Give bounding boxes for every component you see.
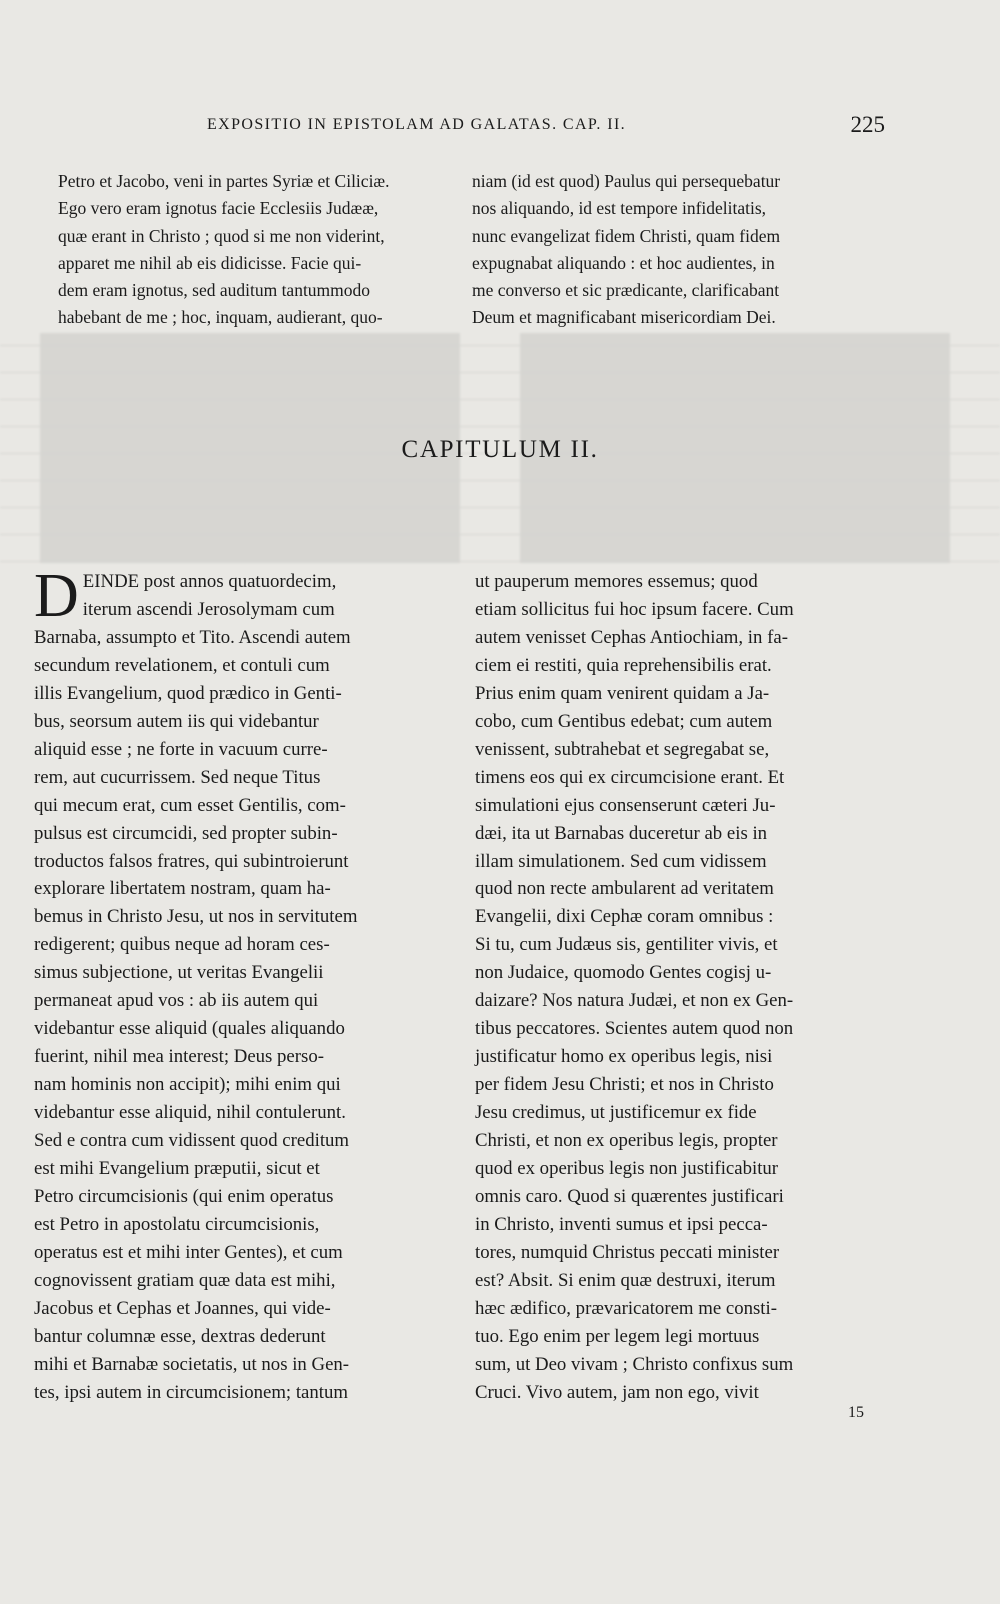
text-line: EINDE post annos quatuordecim, — [82, 571, 337, 592]
text-line: Si tu, cum Judæus sis, gentiliter vivis, et — [475, 934, 778, 956]
text-line: bus, seorsum autem iis qui videbantur — [34, 710, 319, 732]
text-line: nos aliquando, id est tempore infidelitatis, — [472, 198, 767, 219]
text-line: bemus in Christo Jesu, ut nos in servitutem — [34, 906, 358, 928]
text-line: explorare libertatem nostram, quam ha- — [34, 878, 331, 900]
main-text-right-column — [475, 568, 887, 1407]
text-line: autem venisset Cephas Antiochiam, in fa- — [475, 626, 788, 648]
text-line: simulationi ejus consenserunt cæteri Ju- — [475, 794, 776, 816]
continued-right-paragraph — [472, 168, 884, 332]
text-line: dem eram ignotus, sed auditum tantummodo — [58, 280, 371, 301]
text-line: cobo, cum Gentibus edebat; cum autem — [475, 710, 773, 732]
text-line: mihi et Barnabæ societatis, ut nos in Gen- — [34, 1353, 350, 1375]
text-line: dæi, ita ut Barnabas duceretur ab eis in — [475, 822, 768, 844]
text-line: tuo. Ego enim per legem legi mortuus — [475, 1325, 760, 1347]
text-line: me converso et sic prædicante, clarificabant — [472, 280, 780, 301]
continued-text-right-column — [472, 168, 884, 332]
text-line: Prius enim quam venirent quidam a Ja- — [475, 682, 770, 704]
text-line: videbantur esse aliquid, nihil contulerunt. — [34, 1102, 346, 1124]
text-line: tores, numquid Christus peccati minister — [475, 1241, 780, 1263]
text-line: fuerint, nihil mea interest; Deus perso- — [34, 1046, 324, 1068]
page-number: 225 — [850, 112, 885, 137]
text-line: permaneat apud vos : ab iis autem qui — [34, 990, 319, 1012]
text-line: pulsus est circumcidi, sed propter subin- — [34, 822, 338, 844]
main-left-paragraph — [34, 562, 444, 1407]
text-line: per fidem Jesu Christi; et nos in Christo — [475, 1074, 774, 1096]
text-line: venissent, subtrahebat et segregabat se, — [475, 738, 770, 760]
main-text-left-column — [34, 562, 444, 1407]
text-line: sum, ut Deo vivam ; Christo confixus sum — [475, 1353, 794, 1375]
text-line: expugnabat aliquando : et hoc audientes, in — [472, 252, 775, 273]
text-line: iterum ascendi Jerosolymam cum — [82, 598, 335, 620]
text-line: Jesu credimus, ut justificemur ex fide — [475, 1102, 757, 1124]
continued-text-left-column — [58, 168, 470, 332]
text-line: Barnaba, assumpto et Tito. Ascendi autem — [34, 626, 351, 648]
text-line: Ego vero eram ignotus facie Ecclesiis Judææ, — [58, 198, 379, 219]
text-line: ut pauperum memores essemus; quod — [475, 571, 758, 592]
text-line: Christi, et non ex operibus legis, propter — [475, 1130, 778, 1152]
text-line: simus subjectione, ut veritas Evangelii — [34, 962, 324, 984]
drop-cap: D — [34, 562, 79, 630]
text-line: Cruci. Vivo autem, jam non ego, vivit — [475, 1381, 759, 1403]
text-line: aliquid esse ; ne forte in vacuum curre- — [34, 738, 328, 760]
signature-mark: 15 — [848, 1404, 864, 1421]
text-line: tibus peccatores. Scientes autem quod non — [475, 1018, 794, 1040]
text-line: habebant de me ; hoc, inquam, audierant, quo- — [58, 307, 383, 328]
text-line: niam (id est quod) Paulus qui persequebatur — [472, 171, 781, 191]
running-header — [0, 112, 1000, 146]
text-line: Deum et magnificabant misericordiam Dei. — [472, 307, 776, 328]
text-line: Sed e contra cum vidissent quod creditum — [34, 1130, 350, 1152]
text-line: illam simulationem. Sed cum vidissem — [475, 850, 767, 872]
text-line: Petro et Jacobo, veni in partes Syriæ et Ciliciæ. — [58, 171, 390, 191]
text-line: bantur columnæ esse, dextras dederunt — [34, 1325, 326, 1347]
text-line: est? Absit. Si enim quæ destruxi, iterum — [475, 1269, 776, 1291]
text-line: nam hominis non accipit); mihi enim qui — [34, 1074, 341, 1096]
text-line: nunc evangelizat fidem Christi, quam fidem — [472, 225, 781, 246]
text-line: rem, aut cucurrissem. Sed neque Titus — [34, 766, 321, 788]
text-line: videbantur esse aliquid (quales aliquando — [34, 1018, 345, 1040]
text-line: illis Evangelium, quod prædico in Genti- — [34, 682, 342, 704]
text-line: omnis caro. Quod si quærentes justificari — [475, 1185, 784, 1207]
text-line: quod non recte ambularent ad veritatem — [475, 878, 774, 900]
text-line: troductos falsos fratres, qui subintroierunt — [34, 850, 349, 872]
text-line: justificatur homo ex operibus legis, nisi — [475, 1046, 773, 1068]
running-title: EXPOSITIO IN EPISTOLAM AD GALATAS. CAP. II. — [207, 116, 627, 133]
text-line: timens eos qui ex circumcisione erant. Et — [475, 766, 785, 788]
text-line: redigerent; quibus neque ad horam ces- — [34, 934, 330, 956]
text-line: quæ erant in Christo ; quod si me non viderint, — [58, 225, 385, 246]
text-line: secundum revelationem, et contuli cum — [34, 654, 330, 676]
text-line: Evangelii, dixi Cephæ coram omnibus : — [475, 906, 774, 928]
text-line: hæc ædifico, prævaricatorem me consti- — [475, 1297, 777, 1319]
text-line: quod ex operibus legis non justificabitur — [475, 1158, 779, 1180]
chapter-title: CAPITULUM II. — [401, 436, 599, 463]
text-line: in Christo, inventi sumus et ipsi pecca- — [475, 1213, 768, 1235]
text-line: qui mecum erat, cum esset Gentilis, com- — [34, 794, 346, 816]
text-line: est Petro in apostolatu circumcisionis, — [34, 1213, 320, 1235]
text-line: tes, ipsi autem in circumcisionem; tantum — [34, 1381, 348, 1403]
text-line: ciem ei restiti, quia reprehensibilis erat. — [475, 654, 772, 676]
text-line: est mihi Evangelium præputii, sicut et — [34, 1158, 320, 1180]
main-right-paragraph — [475, 568, 887, 1407]
text-line: Petro circumcisionis (qui enim operatus — [34, 1185, 334, 1207]
text-line: etiam sollicitus fui hoc ipsum facere. Cum — [475, 598, 794, 620]
text-line: cognovissent gratiam quæ data est mihi, — [34, 1269, 336, 1291]
text-line: Jacobus et Cephas et Joannes, qui vide- — [34, 1297, 331, 1319]
text-line: apparet me nihil ab eis didicisse. Facie qui- — [58, 252, 362, 273]
text-line: daizare? Nos natura Judæi, et non ex Gen- — [475, 990, 794, 1012]
text-line: non Judaice, quomodo Gentes cogisj u- — [475, 962, 772, 984]
continued-left-paragraph — [58, 168, 470, 332]
text-line: operatus est et mihi inter Gentes), et cum — [34, 1241, 343, 1263]
